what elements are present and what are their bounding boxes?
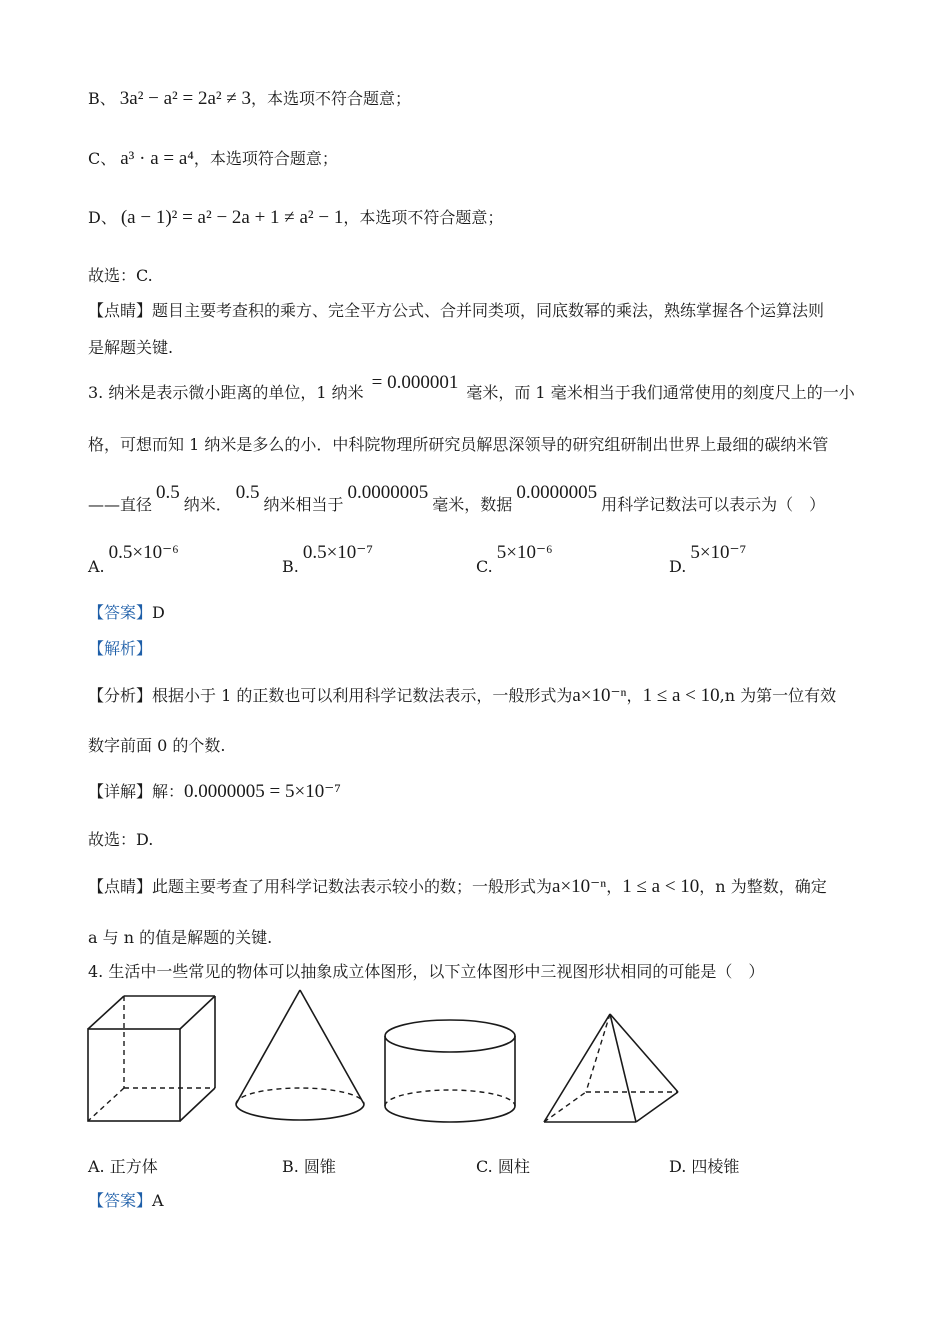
option-d-line [88,205,503,229]
q4-stem: 4. 生活中一些常见的物体可以抽象成立体图形，以下立体图形中三视图形状相同的可能是（ ） [88,962,765,981]
q3-analysis-tag [88,636,152,659]
q3-line3 [88,482,826,516]
q3-l3a: ——直径 [88,495,153,514]
q3-option-d-math: 5×10⁻⁷ [690,542,747,563]
q3-l3e: 用科学记数法可以表示为（ ） [601,495,826,514]
option-c-line [88,146,338,170]
q3-remark1-m2: 1 ≤ a < 10 [622,876,700,897]
q3-fenxi-tag: 【分析】 [88,686,153,705]
q3-option-b [282,541,373,576]
q4-answer [88,1188,164,1211]
q3-l1b: 毫米，而 1 毫米相当于我们通常使用的刻度尺上的一小 [466,383,855,402]
q3-option-a-label: A. [88,557,105,576]
q3-detail-tag: 【详解】 [88,782,153,801]
q3-l1a: 3. 纳米是表示微小距离的单位，1 纳米 [88,383,364,402]
q3-detail-line [88,779,341,803]
q3-fenxi1c: ,n 为第一位有效 [719,686,837,705]
q3-l3c: 纳米相当于 [263,495,344,514]
q3-detail-a: 解： [152,782,185,801]
q3-option-a [88,541,179,576]
remark2-tag: 【点睛】 [88,301,153,320]
option-d-math: (a − 1)² = a² − 2a + 1 ≠ a² − 1 [120,207,344,228]
q3-fenxi1b: ， [626,686,643,705]
q3-l3b: 纳米． [183,495,232,514]
q3-remark1c: ，n 为整数，确定 [699,877,827,896]
q3-fenxi-line1 [88,683,836,707]
remark2-text1: 题目主要考查积的乘方、完全平方公式、合并同类项，同底数幂的乘法，熟练掌握各个运算法则 [152,301,825,320]
q4-answer-value: A [152,1191,164,1210]
cylinder-icon [382,1018,518,1128]
option-c-math: a³ · a = a⁴ [120,148,194,169]
q3-choice: 故选：D. [88,830,154,849]
q3-detail-math: 0.0000005 = 5×10⁻⁷ [184,781,341,802]
q3-option-b-math: 0.5×10⁻⁷ [302,542,373,563]
q3-answer-tag: 【答案】 [88,603,153,622]
q3-option-a-math: 0.5×10⁻⁶ [108,542,179,563]
q3-l3-m1: 0.5 [156,482,180,503]
q3-answer [88,600,165,623]
option-b-text: ，本选项不符合题意； [251,89,412,108]
q3-analysis-label: 【解析】 [88,639,153,658]
option-b-label: B、 [88,89,116,108]
q3-option-d-label: D. [669,557,687,576]
q3-option-c-label: C. [476,557,493,576]
q3-option-d [669,541,747,576]
q3-fenxi1a: 根据小于 1 的正数也可以利用科学记数法表示，一般形式为 [152,686,573,705]
q3-l3-m3: 0.0000005 [347,482,429,503]
q3-option-c-math: 5×10⁻⁶ [496,542,553,563]
q3-fenxi1-m1: a×10⁻ⁿ [572,685,627,706]
option-c-label: C、 [88,149,117,168]
q3-line2: 格，可想而知 1 纳米是多么的小．中科院物理所研究员解思深领导的研究组研制出世界上最细的碳纳米管 [88,435,829,454]
option-c-text: ，本选项符合题意； [193,149,338,168]
q3-l3-m2: 0.5 [235,482,260,503]
q3-remark-line2: a 与 n 的值是解题的关键. [88,928,273,947]
q3-remark1-m1: a×10⁻ⁿ [552,876,607,897]
q3-l3-m4: 0.0000005 [516,482,598,503]
choice-c: 故选：C. [88,266,153,285]
q3-remark-line1 [88,874,827,898]
option-b-line [88,86,411,110]
q3-option-c [476,541,553,576]
option-b-math: 3a² − a² = 2a² ≠ 3 [119,88,252,109]
option-d-label: D、 [88,208,117,227]
q4-option-b: B. 圆锥 [282,1157,336,1176]
q3-option-b-label: B. [282,557,299,576]
cube-icon [86,994,218,1124]
q3-l3d: 毫米，数据 [432,495,513,514]
q4-option-a: A. 正方体 [88,1157,158,1176]
option-d-text: ，本选项不符合题意； [343,208,504,227]
q3-line1 [88,372,855,404]
q3-remark1a: 此题主要考查了用科学记数法表示较小的数；一般形式为 [152,877,553,896]
q4-answer-tag: 【答案】 [88,1191,153,1210]
q4-option-d: D. 四棱锥 [669,1157,740,1176]
q3-fenxi1-m2: 1 ≤ a < 10 [642,685,720,706]
q3-remark-tag: 【点睛】 [88,877,153,896]
q3-fenxi-line2: 数字前面 0 的个数. [88,736,226,755]
cone-icon [233,988,367,1124]
remark2-line2: 是解题关键. [88,338,174,357]
remark2-line1 [88,298,824,321]
q4-option-c: C. 圆柱 [476,1157,530,1176]
pyramid-icon [540,1010,682,1126]
q3-l1-math: = 0.000001 [371,372,459,393]
q3-answer-value: D [152,603,165,622]
q3-remark1b: ， [606,877,623,896]
